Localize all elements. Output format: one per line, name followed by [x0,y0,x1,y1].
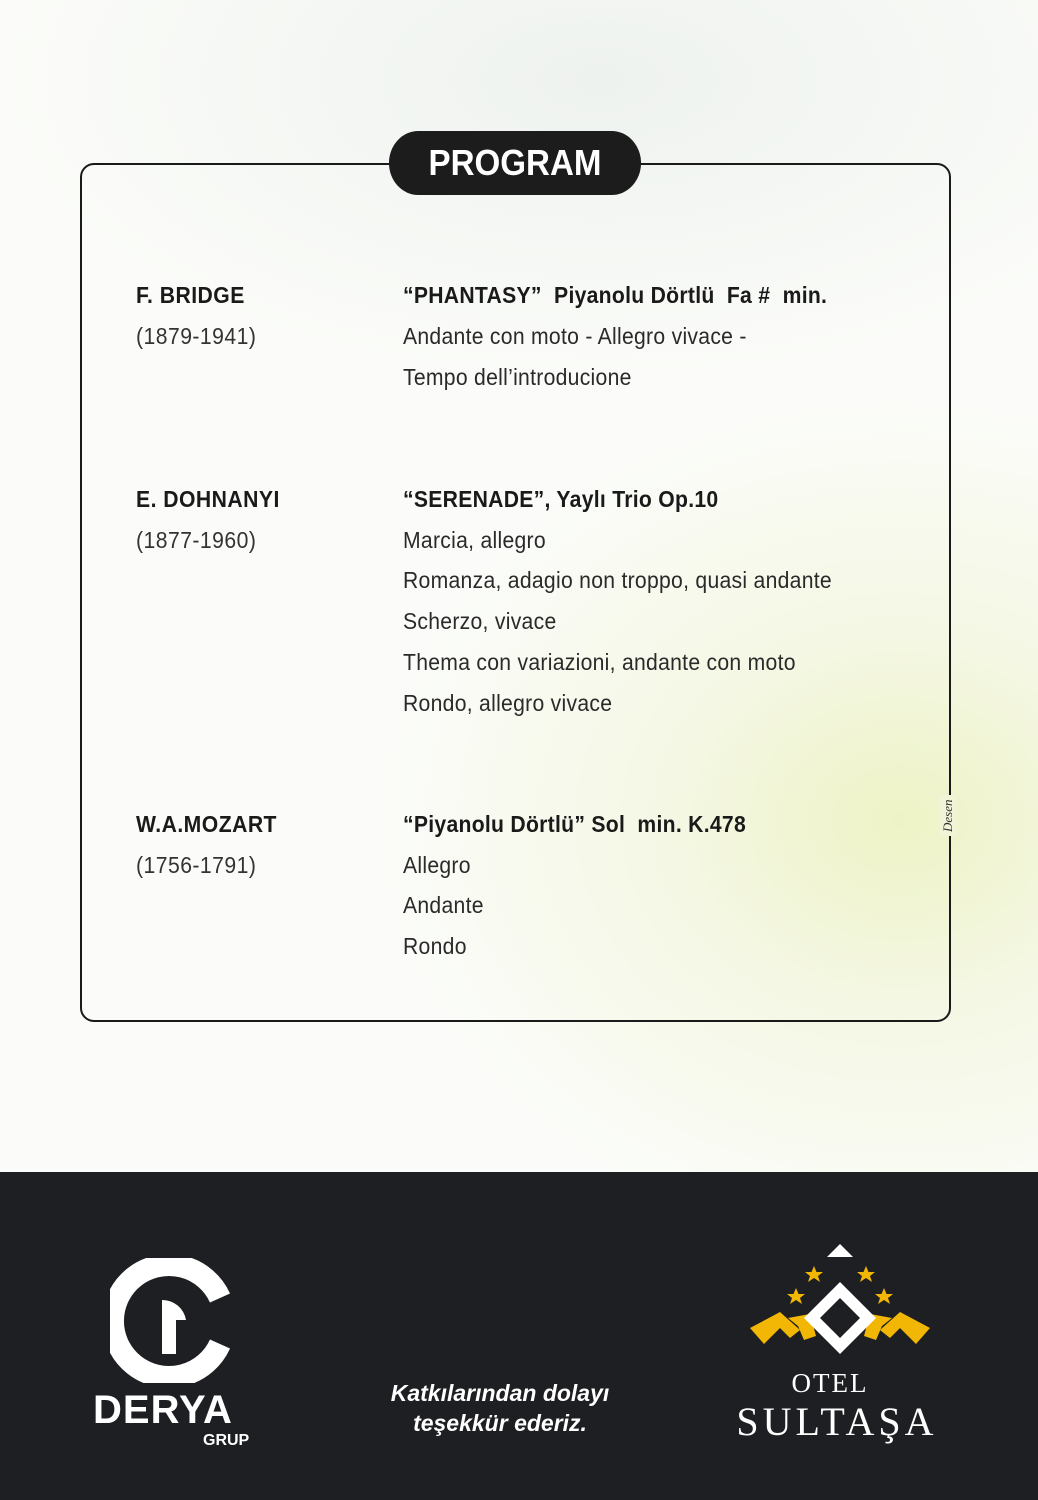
sultasa-logo-icon [740,1240,940,1365]
designer-mark: Desen [940,796,956,837]
composer-name: W.A.MOZART [136,811,277,837]
composer-years: (1879-1941) [136,323,257,349]
movement: Andante con moto - Allegro vivace - [403,323,747,349]
composer-name: E. DOHNANYI [136,486,280,512]
movement: Marcia, allegro [403,527,546,553]
movement: Scherzo, vivace [403,608,557,634]
derya-logo-icon [110,1258,240,1383]
composer-name: F. BRIDGE [136,282,245,308]
sultasa-logo-line2: SULTAŞA [736,1399,938,1444]
work-title: “PHANTASY” Piyanolu Dörtlü Fa # min. [403,282,828,308]
movement: Romanza, adagio non troppo, quasi andante [403,567,832,593]
thanks-line: teşekkür ederiz. [413,1410,587,1436]
work-title: “SERENADE”, Yaylı Trio Op.10 [403,486,719,512]
movement: Thema con variazioni, andante con moto [403,649,796,675]
thanks-message [340,1378,660,1438]
movement: Tempo dell’introducione [403,364,632,390]
movement: Rondo [403,933,467,959]
thanks-line: Katkılarından dolayı [390,1380,610,1406]
composer-years: (1877-1960) [136,527,257,553]
sultasa-logo-line1: OTEL [791,1368,869,1398]
derya-logo-subtext: GRUP [203,1432,250,1449]
work-title: “Piyanolu Dörtlü” Sol min. K.478 [403,811,747,837]
program-title: PROGRAM [389,131,641,195]
composer-years: (1756-1791) [136,852,257,878]
movement: Andante [403,892,484,918]
derya-logo-text: DERYA [93,1388,233,1432]
movement: Allegro [403,852,471,878]
movement: Rondo, allegro vivace [403,690,613,716]
